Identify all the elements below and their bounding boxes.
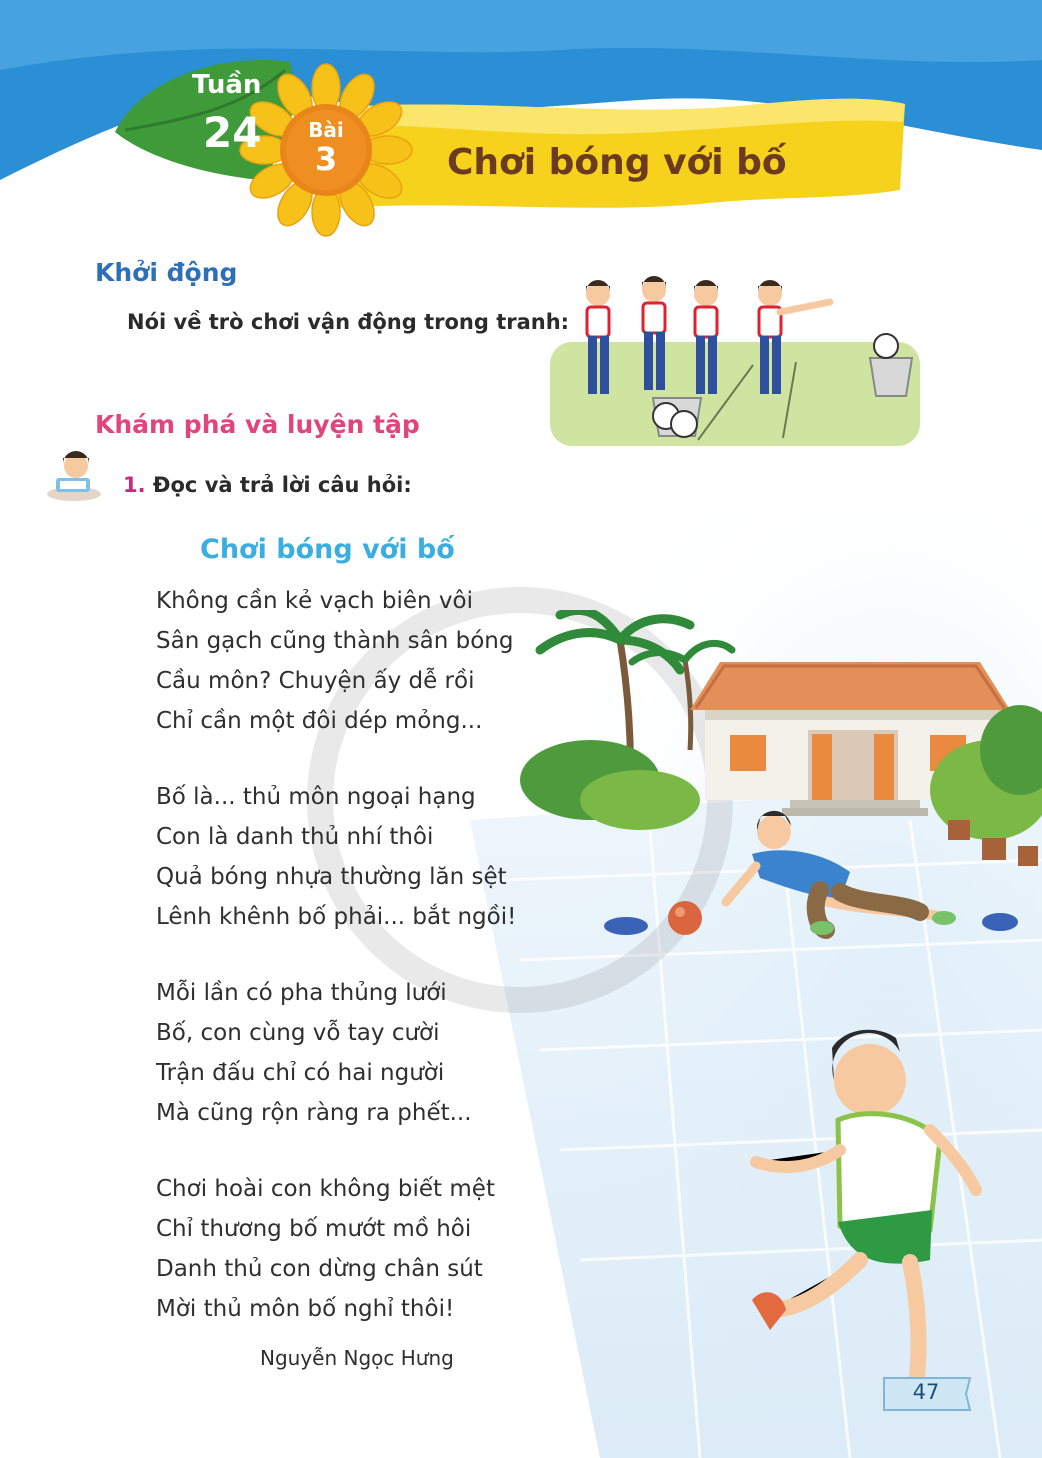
task-number: 1. <box>123 473 146 497</box>
lesson-header <box>0 0 1042 240</box>
page-number-badge <box>880 1376 972 1412</box>
poem-line: Sân gạch cũng thành sân bóng <box>156 628 514 654</box>
page-number: 47 <box>912 1380 940 1404</box>
poem-line: Bố, con cùng vỗ tay cười <box>156 1020 440 1046</box>
poem-stanza <box>156 1174 576 1334</box>
poem-line: Mỗi lần có pha thủng lưới <box>156 980 447 1006</box>
father-goalkeeper <box>726 811 956 935</box>
poem-line: Trận đấu chỉ có hai người <box>156 1060 445 1086</box>
poem-line: Mà cũng rộn ràng ra phết... <box>156 1100 472 1126</box>
poem-line: Không cần kẻ vạch biên vôi <box>156 588 473 614</box>
poem-stanza <box>156 782 576 942</box>
explore-heading: Khám phá và luyện tập <box>95 410 420 439</box>
boy-kicking <box>752 1030 976 1410</box>
poem-title: Chơi bóng với bố <box>200 534 455 565</box>
lesson-number: 3 <box>314 140 338 178</box>
warmup-instruction: Nói về trò chơi vận động trong tranh: <box>127 310 570 334</box>
ball-throwing-game-illustration <box>548 270 924 450</box>
week-number: 24 <box>203 108 262 157</box>
warmup-heading: Khởi động <box>95 258 238 287</box>
poem-line: Cầu môn? Chuyện ấy dễ rồi <box>156 668 475 694</box>
poem-stanza <box>156 978 576 1138</box>
poem-line: Bố là... thủ môn ngoại hạng <box>156 784 476 810</box>
poem-line: Lênh khênh bố phải... bắt ngồi! <box>156 904 517 930</box>
poem-stanza <box>156 586 576 746</box>
lesson-label: Bài <box>308 118 344 142</box>
poem-author: Nguyễn Ngọc Hưng <box>260 1346 454 1370</box>
header-banner-art <box>0 0 1042 240</box>
poem-line: Chỉ thương bố mướt mồ hôi <box>156 1216 472 1242</box>
task-text: Đọc và trả lời câu hỏi: <box>152 473 412 497</box>
poem-line: Chơi hoài con không biết mệt <box>156 1176 495 1202</box>
poem-line: Con là danh thủ nhí thôi <box>156 824 434 850</box>
lesson-title: Chơi bóng với bố <box>447 142 787 183</box>
poem-body <box>156 586 576 1370</box>
task-1 <box>123 473 412 497</box>
poem-line: Danh thủ con dừng chân sút <box>156 1256 483 1282</box>
week-label: Tuần <box>192 70 262 100</box>
reading-girl-icon <box>46 448 102 502</box>
poem-line: Quả bóng nhựa thường lăn sệt <box>156 864 507 890</box>
poem-line: Mời thủ môn bố nghỉ thôi! <box>156 1296 455 1322</box>
father-son-football-illustration <box>520 610 1042 1440</box>
poem-line: Chỉ cần một đôi dép mỏng... <box>156 708 483 734</box>
